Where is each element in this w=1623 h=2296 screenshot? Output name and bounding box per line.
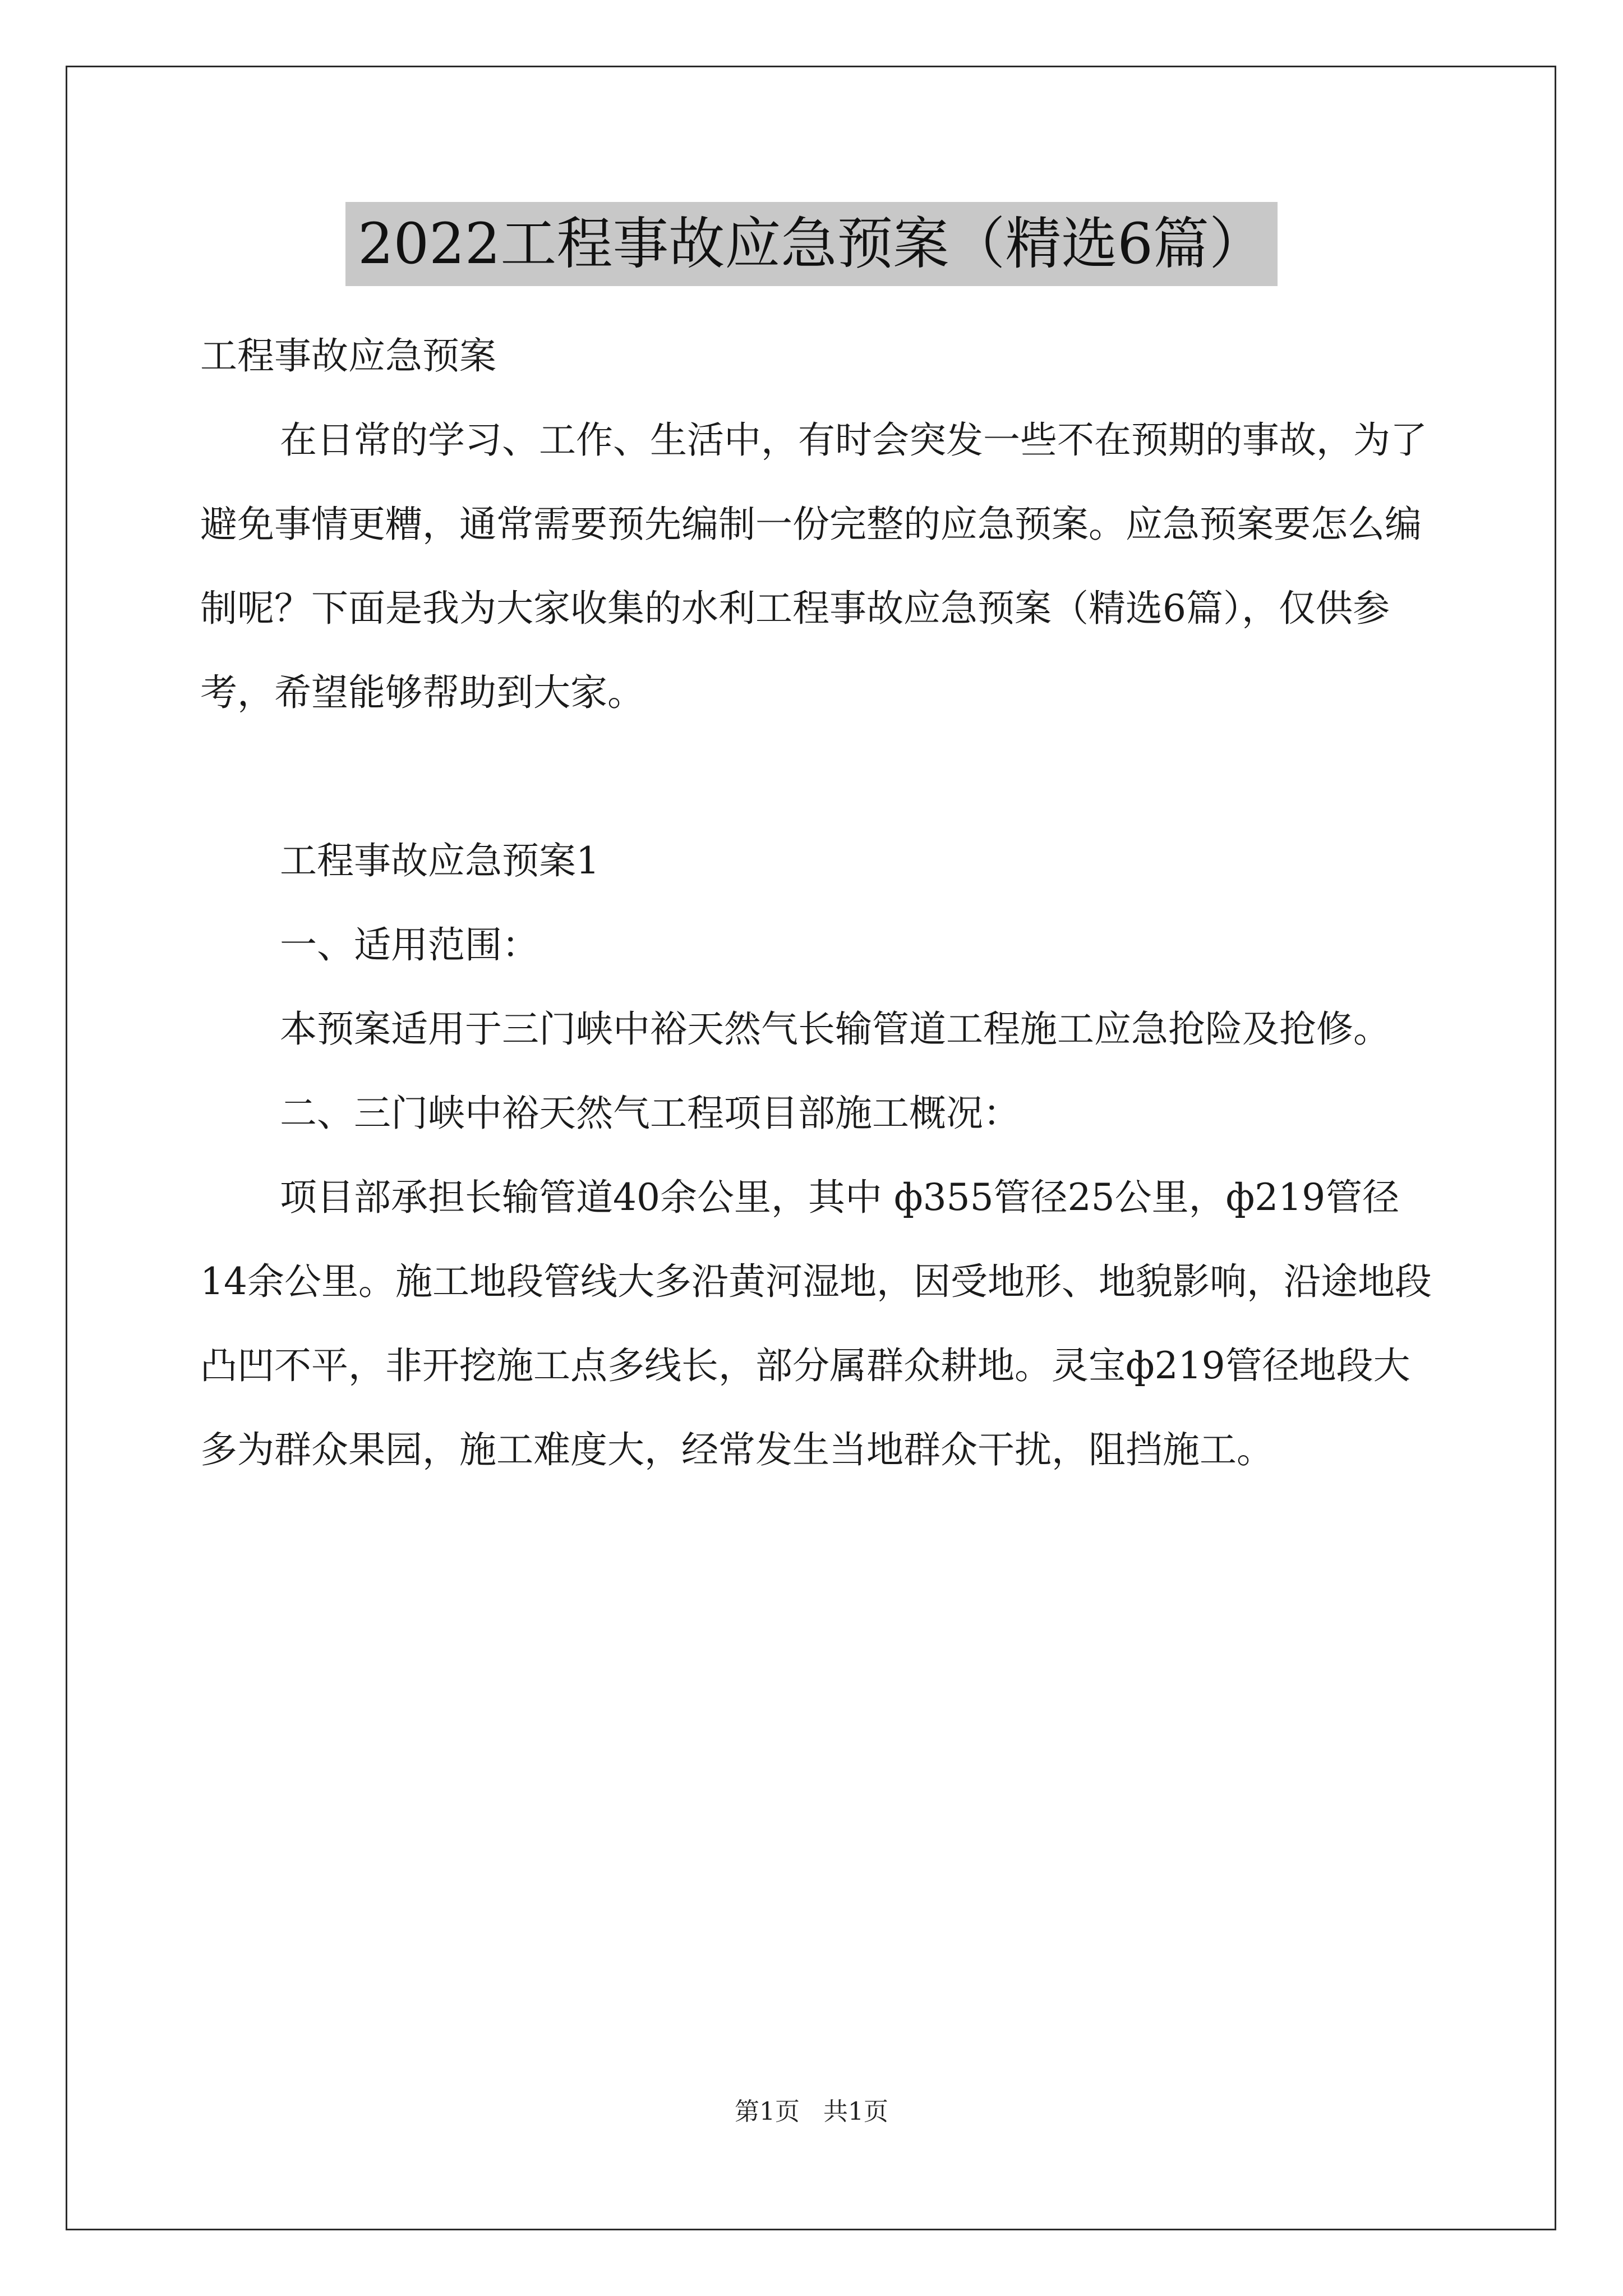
document-title: 2022工程事故应急预案（精选6篇） [345,202,1278,286]
overview-paragraph: 项目部承担长输管道40余公里，其中 ф355管径25公里，ф219管径14余公里。施工地段管线大多沿黄河湿地，因受地形、地貌影响，沿途地段凸凹不平，非开挖施工点多线长，部分属群众耕地。灵宝ф219管径地段大多为群众果园，施工难度大，经常发生当地群众干扰，阻挡施工。 [200,1176,1432,1471]
overview-heading: 二、三门峡中裕天然气工程项目部施工概况： [280,1092,1020,1135]
document-subtitle: 工程事故应急预案 [200,334,496,378]
scope-paragraph: 本预案适用于三门峡中裕天然气长输管道工程施工应急抢险及抢修。 [280,1007,1390,1051]
scope-heading: 一、适用范围： [280,923,539,967]
section-heading: 工程事故应急预案1 [280,839,600,882]
title-container [0,202,1623,286]
page-footer: 第1页 共1页 [735,2097,888,2126]
intro-paragraph: 在日常的学习、工作、生活中，有时会突发一些不在预期的事故，为了避免事情更糟，通常需要预先编制一份完整的应急预案。应急预案要怎么编制呢？下面是我为大家收集的水利工程事故应急预案（精选6篇），仅供参考，希望能够帮助到大家。 [200,418,1427,714]
document-body [200,314,1434,1492]
